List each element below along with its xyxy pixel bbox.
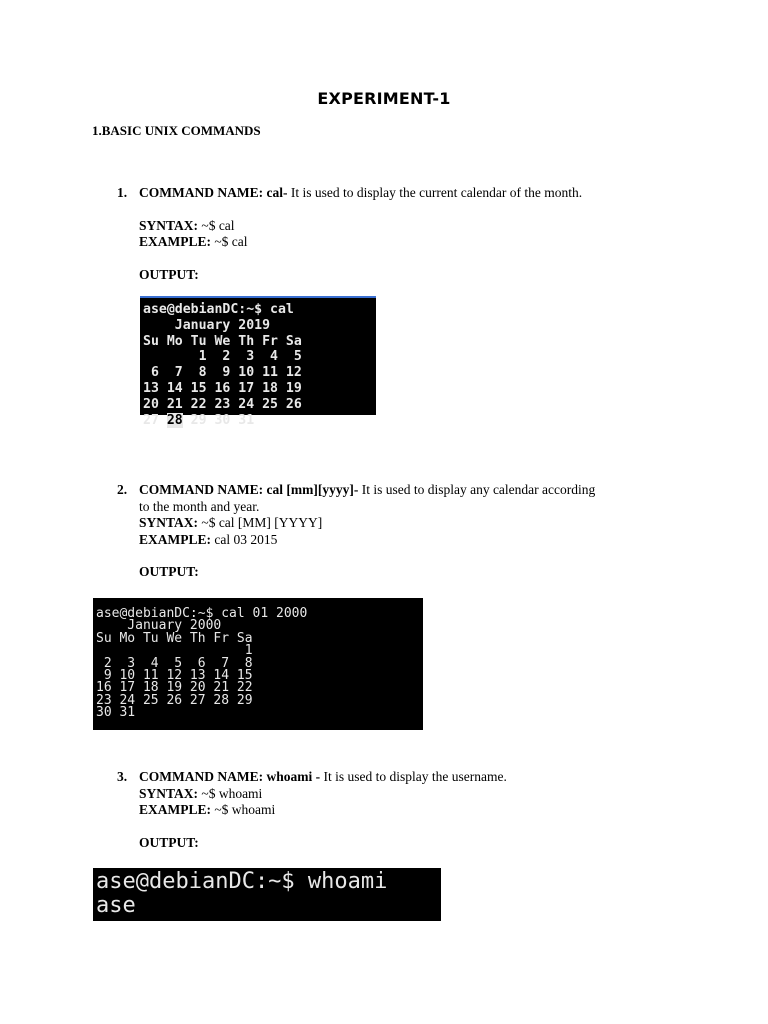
terminal-line: Su Mo Tu We Th Fr Sa	[143, 333, 302, 349]
terminal-line: 20 21 22 23 24 25 26	[143, 396, 302, 412]
terminal-output-cal-month-year	[93, 598, 423, 730]
terminal-line: 27 28 29 30 31	[143, 412, 255, 428]
command-name-label: COMMAND NAME:	[139, 769, 264, 784]
syntax-value: ~$ whoami	[201, 785, 263, 801]
terminal-line: January 2019	[143, 317, 271, 333]
command-number: 2.	[117, 482, 128, 497]
example-label: EXAMPLE:	[139, 531, 211, 547]
terminal-line: ase@debianDC:~$ whoami	[96, 869, 388, 894]
example-label: EXAMPLE:	[139, 234, 211, 249]
syntax-label: SYNTAX:	[139, 515, 199, 530]
command-name-label: COMMAND NAME:	[139, 185, 264, 200]
example-label: EXAMPLE:	[139, 802, 211, 817]
terminal-line: 6 7 8 9 10 11 12	[143, 365, 302, 381]
terminal-line: 2 3 4 5 6 7 8	[96, 655, 253, 671]
command-name-label: COMMAND NAME:	[139, 482, 264, 497]
command-name-value: cal [mm][yyyy]-	[266, 482, 359, 497]
command-description: It is used to display the current calendar of the month.	[290, 185, 583, 200]
terminal-line: ase@debianDC:~$ cal 01 2000	[96, 606, 308, 621]
page-title: EXPERIMENT-1	[317, 89, 451, 108]
command-name-value: cal-	[266, 185, 288, 200]
terminal-line: 16 17 18 19 20 21 22	[96, 680, 253, 696]
command-number: 3.	[117, 769, 128, 784]
syntax-value: ~$ cal	[201, 217, 235, 233]
terminal-output-whoami	[93, 868, 441, 921]
command-description: It is used to display the username.	[323, 769, 507, 784]
terminal-line: 30 31	[96, 705, 136, 721]
section-heading: 1.BASIC UNIX COMMANDS	[92, 123, 261, 138]
syntax-label: SYNTAX:	[139, 217, 199, 233]
terminal-line: 1	[96, 643, 253, 659]
terminal-line: 23 24 25 26 27 28 29	[96, 692, 253, 708]
terminal-line: January 2000	[96, 618, 222, 634]
output-label: OUTPUT:	[139, 266, 199, 282]
terminal-line: ase@debianDC:~$ cal	[143, 302, 294, 317]
terminal-line: Su Mo Tu We Th Fr Sa	[96, 630, 253, 646]
output-label: OUTPUT:	[139, 564, 199, 579]
command-description-cont: to the month and year.	[139, 498, 260, 514]
syntax-value: ~$ cal [MM] [YYYY]	[201, 515, 323, 530]
example-value: ~$ cal	[214, 234, 248, 249]
example-value: ~$ whoami	[214, 802, 276, 817]
example-value: cal 03 2015	[214, 531, 278, 547]
terminal-line: ase	[96, 893, 136, 918]
highlighted-day: 28	[166, 412, 183, 428]
terminal-line: 1 2 3 4 5	[143, 349, 302, 365]
terminal-output-cal	[140, 296, 376, 428]
syntax-label: SYNTAX:	[139, 785, 199, 801]
terminal-line: 9 10 11 12 13 14 15	[96, 668, 253, 684]
output-label: OUTPUT:	[139, 834, 199, 850]
command-number: 1.	[117, 185, 128, 200]
command-name-value: whoami -	[266, 769, 321, 784]
terminal-line: 13 14 15 16 17 18 19	[143, 380, 302, 396]
command-description: It is used to display any calendar according	[361, 482, 596, 497]
